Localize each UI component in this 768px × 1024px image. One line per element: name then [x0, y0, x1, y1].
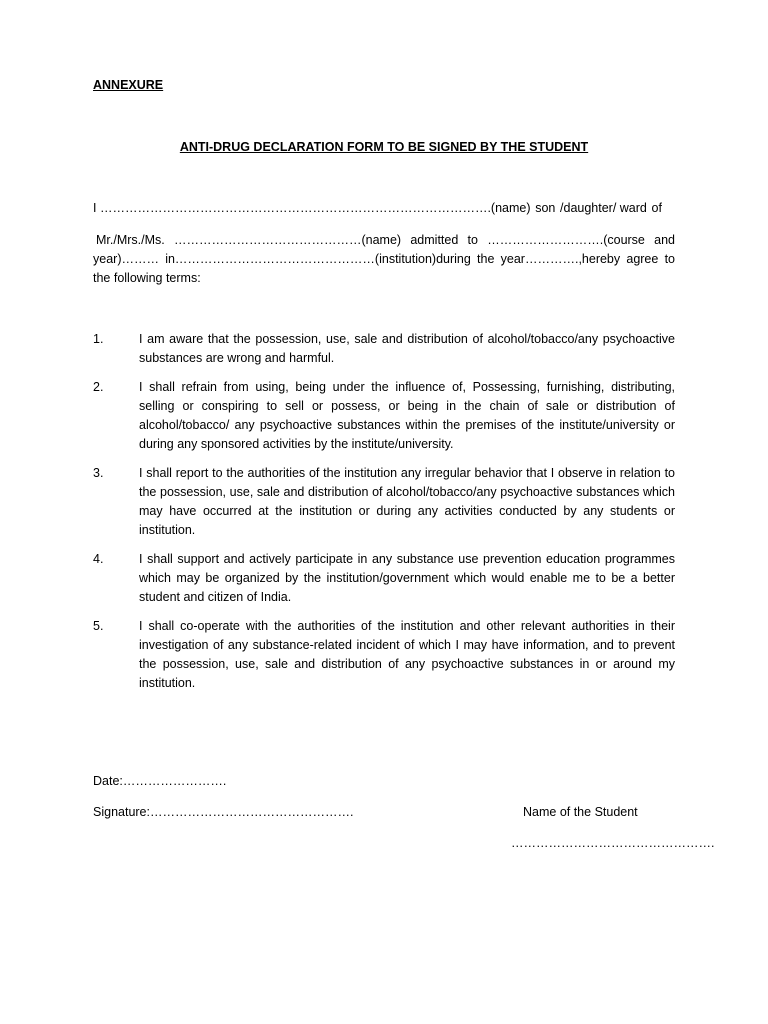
date-field: Date:…………………….	[93, 774, 227, 788]
term-item	[93, 330, 675, 368]
term-text: I shall report to the authorities of the institution any irregular behavior that I observe in relation to the possession, use, sale and distribution of alcohol/tobacco/any psychoactive substances which may have occurred at the institution or during any activities conducted by any students or institution.	[139, 466, 675, 537]
terms-list	[93, 330, 675, 703]
term-number: 4.	[93, 552, 104, 566]
term-text: I shall co-operate with the authorities of the institution and other relevant authorities in their investigation of any substance-related incident of which I may have information, and to prevent the possession, use, sale and distribution of any psychoactive substances in or around my institution.	[139, 619, 675, 690]
term-item	[93, 378, 675, 454]
term-text: I shall support and actively participate in any substance use prevention education programmes which may be organized by the institution/government which would enable me to be a better student and citizen of India.	[139, 552, 675, 604]
declaration-line-1	[93, 199, 662, 218]
declaration-daughter-ward: /daughter/ ward	[560, 201, 647, 215]
term-number: 2.	[93, 380, 104, 394]
term-number: 3.	[93, 466, 104, 480]
term-text: I shall refrain from using, being under the influence of, Possessing, furnishing, distributing, selling or conspiring to sell or possess, or being in the chain of sale or distribution of alcohol/tobacco/ any psychoactive substances within the premises of the institute/university or during any sponsored activities by the institute/university.	[139, 380, 675, 451]
term-number: 1.	[93, 332, 104, 346]
declaration-name-blank: I ………………………………………………………………………………….(name)	[93, 201, 531, 215]
declaration-son: son	[535, 201, 556, 215]
term-item	[93, 464, 675, 540]
form-title: ANTI-DRUG DECLARATION FORM TO BE SIGNED BY THE STUDENT	[179, 140, 589, 154]
declaration-of: of	[651, 201, 662, 215]
term-item	[93, 550, 675, 607]
declaration-paragraph	[93, 231, 675, 288]
annexure-heading: ANNEXURE	[93, 78, 164, 92]
term-item	[93, 617, 675, 693]
signature-field: Signature:………………………………………….	[93, 805, 354, 819]
student-name-blank: ………………………………………….	[511, 836, 715, 850]
term-number: 5.	[93, 619, 104, 633]
declaration-line-2: Mr./Mrs./Ms. ………………………………………(name) admitted to ……………………….(course and year)……… in…………………………………………(institution)during the year………….,hereby agree to the following terms:	[93, 233, 675, 285]
student-name-label: Name of the Student	[523, 805, 638, 819]
term-text: I am aware that the possession, use, sale and distribution of alcohol/tobacco/any psychoactive substances are wrong and harmful.	[139, 332, 675, 365]
